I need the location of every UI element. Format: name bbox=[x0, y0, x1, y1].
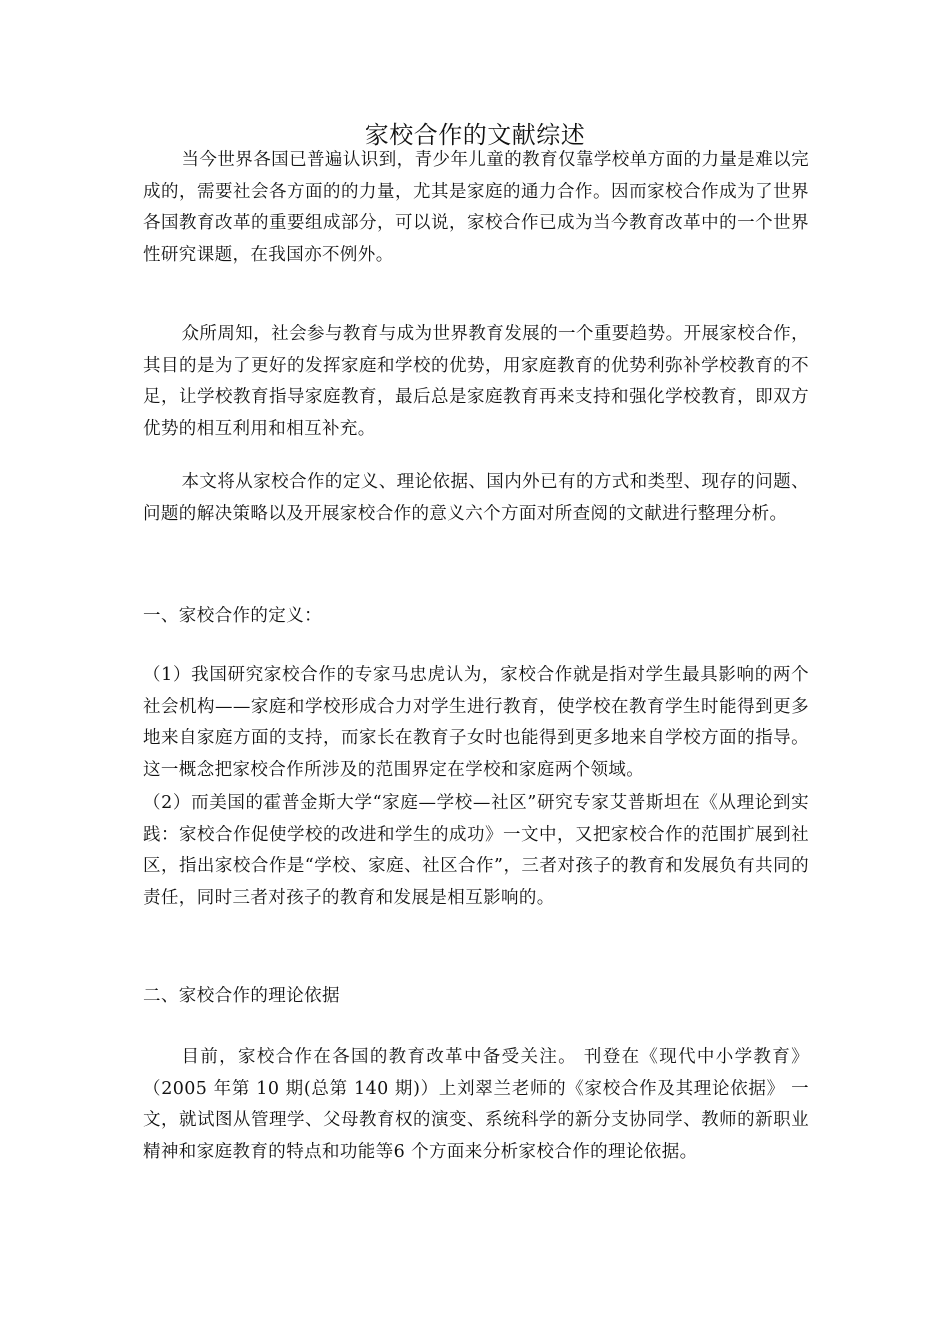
document-title: 家校合作的文献综述 bbox=[364, 121, 586, 149]
intro-paragraph-3: 本文将从家校合作的定义、理论依据、国内外已有的方式和类型、现存的问题、问题的解决策略以及开展家校合作的意义六个方面对所查阅的文献进行整理分析。 bbox=[143, 472, 809, 524]
intro-paragraph-1: 当今世界各国已普遍认识到，青少年儿童的教育仅靠学校单方面的力量是难以完成的，需要社会各方面的的力量，尤其是家庭的通力合作。因而家校合作成为了世界各国教育改革的重要组成部分，可以说，家校合作已成为当今教育改革中的一个世界性研究课题，在我国亦不例外。 bbox=[143, 150, 809, 265]
section-1-heading: 一、家校合作的定义： bbox=[143, 606, 322, 626]
section-2-paragraph-1: 目前，家校合作在各国的教育改革中备受关注。 刊登在《现代中小学教育》（2005 年第 10 期(总第 140 期)）上刘翠兰老师的《家校合作及其理论依据》 一文，就试图从管理学、父母教育权的演变、系统科学的新分支协同学、教师的新职业精神和家庭教育的特点和功能等6 个方面来分析家校合作的理论依据。 bbox=[143, 1047, 809, 1162]
section-2-heading: 二、家校合作的理论依据 bbox=[143, 986, 340, 1006]
section-1-paragraph-2: （2）而美国的霍普金斯大学“家庭—学校—社区”研究专家艾普斯坦在《从理论到实践：家校合作促使学校的改进和学生的成功》一文中，又把家校合作的范围扩展到社区，指出家校合作是“学校、家庭、社区合作”，三者对孩子的教育和发展负有共同的责任，同时三者对孩子的教育和发展是相互影响的。 bbox=[143, 793, 809, 908]
section-1-paragraph-1: （1）我国研究家校合作的专家马忠虎认为，家校合作就是指对学生最具影响的两个社会机构——家庭和学校形成合力对学生进行教育，使学校在教育学生时能得到更多地来自家庭方面的支持，而家长在教育子女时也能得到更多地来自学校方面的指导。这一概念把家校合作所涉及的范围界定在学校和家庭两个领域。 bbox=[143, 665, 809, 780]
intro-paragraph-2: 众所周知，社会参与教育与成为世界教育发展的一个重要趋势。开展家校合作，其目的是为了更好的发挥家庭和学校的优势，用家庭教育的优势利弥补学校教育的不足，让学校教育指导家庭教育，最后总是家庭教育再来支持和强化学校教育，即双方优势的相互利用和相互补充。 bbox=[143, 324, 809, 439]
